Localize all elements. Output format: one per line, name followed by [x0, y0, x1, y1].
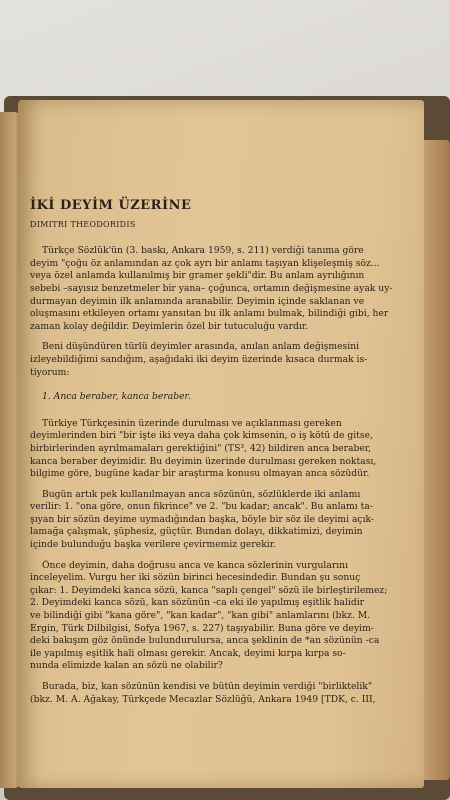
section-paragraph-4 [30, 681, 416, 706]
text-line: tiyorum: [30, 366, 70, 378]
paragraph-1 [30, 245, 416, 333]
text-line: sebebi –sayısız benzetmeler bir yana– çoğunca, ortamın değişmesine ayak uy- [30, 282, 393, 294]
text-line: Beni düşündüren türlü deyimler arasında, anılan anlam değişmesini [42, 341, 360, 353]
text-line: verilir: 1. "ona göre, onun fikrince" ve 2. "bu kadar; ancak". Bu anlamı ta- [30, 501, 373, 513]
text-line: Burada, biz, kan sözünün kendisi ve bütün deyimin verdiği "birliktelik" [42, 681, 373, 692]
text-line: lamağa çalışmak, şüphesiz, güçtür. Bundan dolayı, dikkatimizi, deyimin [30, 526, 363, 538]
text-line: Türkçe Sözlük'ün (3. baskı, Ankara 1959, s. 211) verdiği tanıma göre [42, 245, 364, 257]
text-line: veya özel anlamda kullanılmış bir gramer şekli"dir. Bu anlam ayrılığının [30, 270, 365, 282]
text-line: ile yapılmış eşitlik hali olması gerekir. Ancak, deyimi kırpa kırpa so- [30, 647, 346, 659]
article-title: İKİ DEYİM ÜZERİNE [30, 198, 192, 213]
text-line: Ergin, Türk Dilbilgisi, Sofya 1967, s. 227) taşıyabilir. Buna göre ve deyim- [30, 622, 374, 634]
text-line: nunda elimizde kalan an sözü ne olabilir? [30, 660, 223, 672]
article-author: DIMITRI THEODORIDIS [30, 219, 136, 229]
section-paragraph-3 [30, 560, 416, 673]
text-line: Türkiye Türkçesinin üzerinde durulması ve açıklanması gereken [42, 417, 342, 429]
text-line: şıyan bir sözün deyime uymadığından başka, böyle bir söz ile deyimi açık- [30, 513, 375, 525]
text-line: bilgime göre, bugüne kadar bir araştırma konusu olmayan anca sözüdür. [30, 468, 370, 480]
text-line: ve bilindiği gibi "kana göre", "kan kadar", "kan gibi" anlamlarını (bkz. M. [30, 610, 371, 622]
section-paragraph-1 [30, 418, 416, 481]
text-line: kanca beraber deyimidir. Bu deyimin üzerinde durulması gereken noktası, [30, 455, 377, 467]
text-line: izleyebildiğimi sandığım, aşağıdaki iki deyim üzerinde kısaca durmak is- [30, 353, 368, 365]
page-text [30, 200, 416, 714]
text-line: zaman kolay değildir. Deyimlerin özel bir tutuculuğu vardır. [30, 320, 309, 332]
text-line: oluşmasını etkileyen ortamı yansıtan bu ilk anlamı bulmak, bilindiği gibi, her [30, 308, 389, 320]
text-line: Önce deyimin, daha doğrusu anca ve kanca sözlerinin vurgularını [42, 559, 349, 571]
text-line: 2. Deyimdeki kanca sözü, kan sözünün -ca eki ile yapılmış eşitlik halidir [30, 597, 365, 609]
text-line: birbirlerinden ayrılmamaları gerektiğini" (TS³, 42) bildiren anca beraber, [30, 442, 372, 454]
section-subheading: 1. Anca beraber, kanca beraber. [42, 391, 191, 403]
text-line: (bkz. M. A. Ağakay, Türkçede Mecazlar Sözlüğü, Ankara 1949 [TDK, c. III, [30, 693, 376, 705]
text-line: Bugün artık pek kullanılmayan anca sözünün, sözlüklerde iki anlamı [42, 488, 361, 500]
intro-paragraphs [30, 245, 416, 379]
section-paragraph-2 [30, 489, 416, 552]
text-line: deyim "çoğu öz anlamından az çok ayrı bir anlamı taşıyan klişeleşmiş söz... [30, 257, 380, 269]
text-line: inceleyelim. Vurgu her iki sözün birinci hecesindedir. Bundan şu sonuç [30, 572, 361, 584]
section-paragraphs [30, 418, 416, 706]
text-line: içinde bulunduğu başka verilere çevirmemiz gerekir. [30, 539, 277, 551]
paragraph-2 [30, 341, 416, 379]
text-line: deki bakışım göz önünde bulundurulursa, anca şeklinin de *an sözünün -ca [30, 635, 380, 647]
text-line: durmayan deyimin ilk anlamında aranabilir. Deyimin içinde saklanan ve [30, 295, 365, 307]
text-line: deyimlerinden biri "bir işte iki veya daha çok kimsenin, o iş kötü de gitse, [30, 430, 373, 442]
text-line: çıkar: 1. Deyimdeki kanca sözü, kanca "saplı çengel" sözü ile birleştirilemez; [30, 584, 388, 596]
